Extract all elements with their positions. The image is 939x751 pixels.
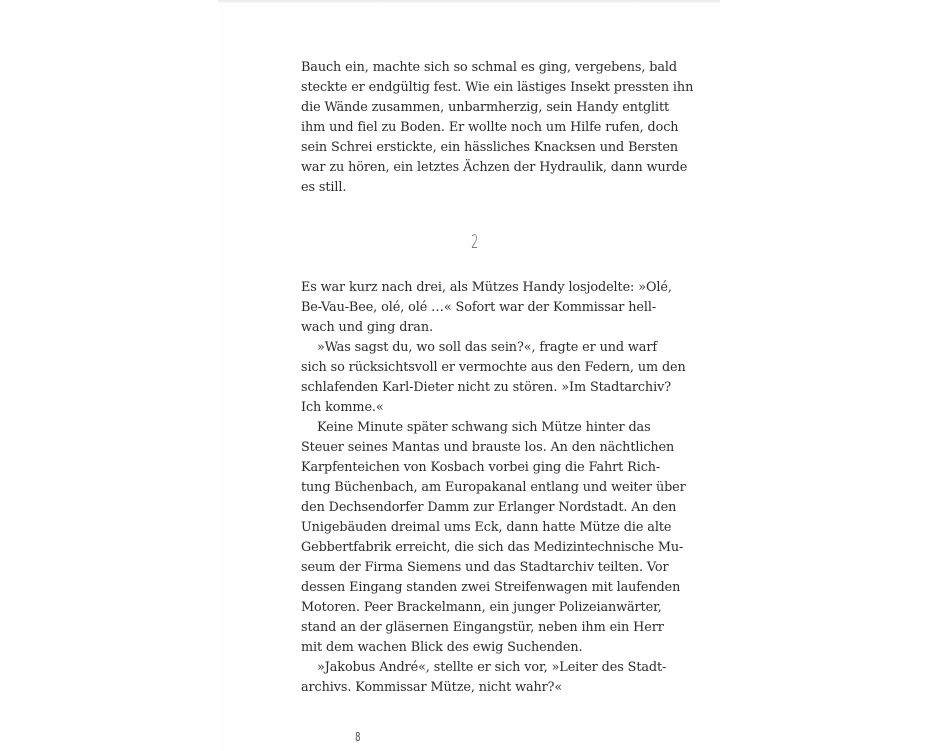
paragraph-1 [301,58,694,198]
text-line: Motoren. Peer Brackelmann, ein junger Polizeianwärter, [301,600,662,615]
page-number: 8 [355,730,361,744]
text-line: dessen Eingang standen zwei Streifenwagen mit laufenden [301,580,681,595]
text-line: die Wände zusammen, unbarmherzig, sein Handy entglitt [301,100,670,115]
text-line: tung Büchenbach, am Europakanal entlang und weiter über [301,480,686,495]
text-line: »Jakobus André«, stellte er sich vor, »Leiter des Stadt- [317,660,667,675]
text-line: mit dem wachen Blick des ewig Suchenden. [301,640,583,655]
text-line: Bauch ein, machte sich so schmal es ging, vergebens, bald [301,60,677,75]
chapter-body [301,278,686,698]
chapter-number: 2 [471,231,479,253]
text-line: wach und ging dran. [301,320,433,335]
text-line: Gebbertfabrik erreicht, die sich das Medizintechnische Mu- [301,540,684,555]
text-line: seum der Firma Siemens und das Stadtarchiv teilten. Vor [301,560,669,575]
text-line: war zu hören, ein letztes Ächzen der Hydraulik, dann wurde [301,160,688,175]
text-line: Es war kurz nach drei, als Mützes Handy losjodelte: »Olé, [301,280,672,295]
text-line: Keine Minute später schwang sich Mütze hinter das [317,420,651,435]
text-line: Ich komme.« [301,400,384,415]
text-line: ihm und fiel zu Boden. Er wollte noch um Hilfe rufen, doch [301,120,679,135]
text-line: Karpfenteichen von Kosbach vorbei ging die Fahrt Rich- [301,460,661,475]
text-line: archivs. Kommissar Mütze, nicht wahr?« [301,680,563,695]
text-line: stand an der gläsernen Eingangstür, neben ihm ein Herr [301,620,664,635]
text-line: den Dechsendorfer Damm zur Erlanger Nordstadt. An den [301,500,677,515]
text-line: »Was sagst du, wo soll das sein?«, fragte er und warf [317,340,657,355]
text-line: Unigebäuden dreimal ums Eck, dann hatte Mütze die alte [301,520,672,535]
text-line: steckte er endgültig fest. Wie ein lästiges Insekt pressten ihn [301,80,694,95]
text-line: Be-Vau-Bee, olé, olé …« Sofort war der Kommissar hell- [301,300,657,315]
text-line: Steuer seines Mantas und brauste los. An den nächtlichen [301,440,675,455]
text-line: sein Schrei erstickte, ein hässliches Knacksen und Bersten [301,140,678,155]
text-line: schlafenden Karl-Dieter nicht zu stören. »Im Stadtarchiv? [301,380,671,395]
text-line: es still. [301,180,347,195]
text-line: sich so rücksichtsvoll er vermochte aus den Federn, um den [301,360,686,375]
